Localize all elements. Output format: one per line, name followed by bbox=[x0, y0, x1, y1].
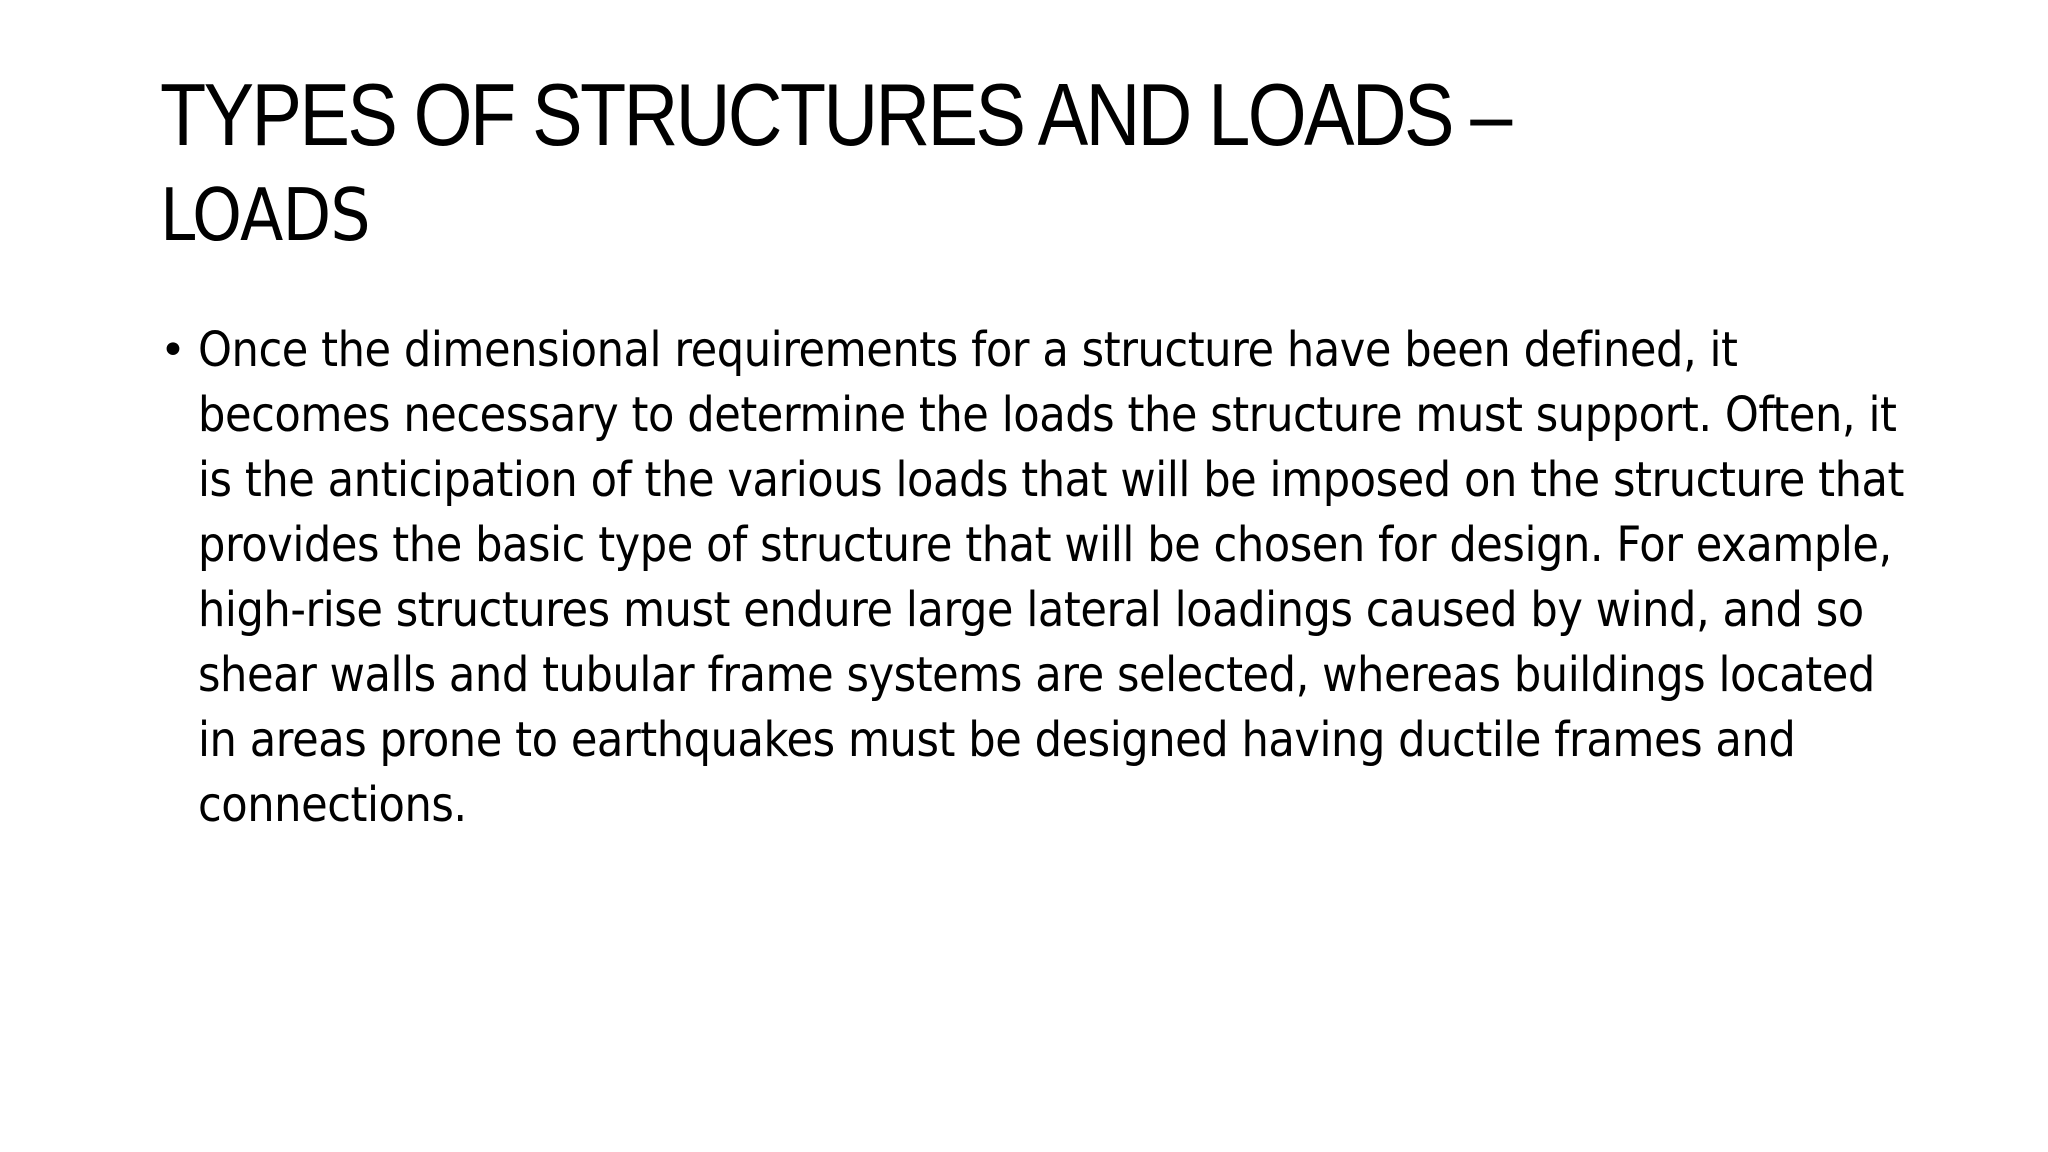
bullet-item bbox=[160, 318, 1904, 838]
slide-title-line2: LOADS bbox=[160, 173, 370, 257]
slide-content bbox=[160, 318, 1904, 838]
slide-title bbox=[160, 64, 1900, 264]
bullet-list bbox=[160, 318, 1904, 838]
bullet-text: Once the dimensional requirements for a structure have been defined, it becomes necessary to determine the loads the structure must support. Often, it is the anticipation of the various loads that will be imposed on the structure that provides the basic type of structure that will be chosen for design. For example, high-rise structures must endure large lateral loadings caused by wind, and so shear walls and tubular frame systems are selected, whereas buildings located in areas prone to earthquakes must be designed having ductile frames and connections. bbox=[198, 322, 1904, 833]
slide-title-line1: TYPES OF STRUCTURES AND LOADS – bbox=[160, 65, 1510, 164]
bullet-marker: • bbox=[160, 325, 186, 376]
